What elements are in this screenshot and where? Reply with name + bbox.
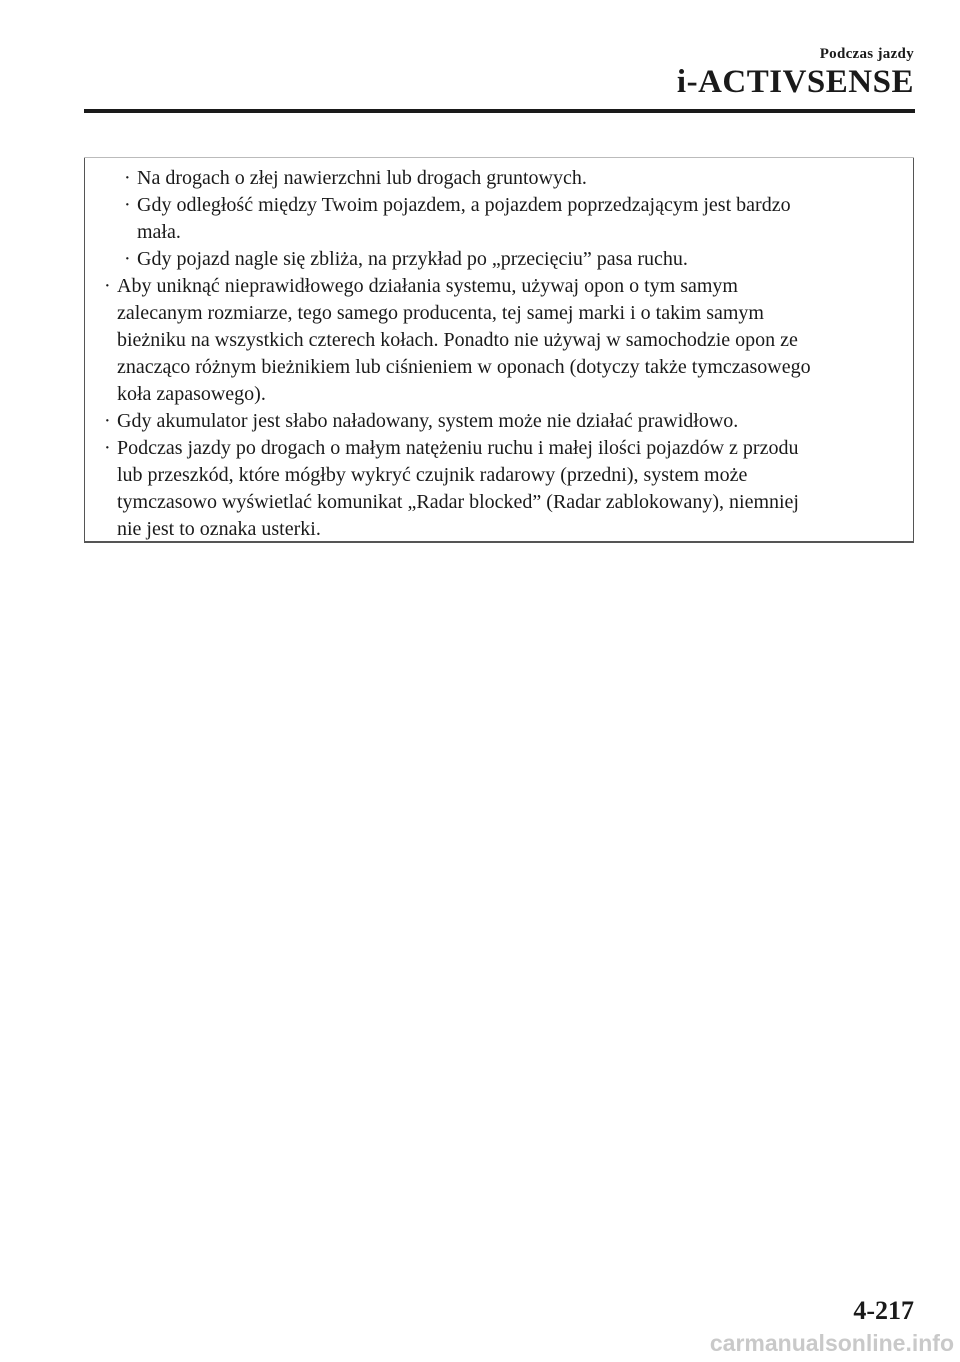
subitem-1-line-1: Na drogach o złej nawierzchni lub drogach gruntowych.: [137, 167, 587, 189]
item-3-line-4: nie jest to oznaka usterki.: [117, 518, 321, 540]
item-1-line-2: zalecanym rozmiarze, tego samego producenta, tej samej marki i o takim samym: [117, 302, 764, 324]
header-divider: [84, 109, 915, 113]
section-heading: Podczas jazdy: [819, 46, 914, 62]
item-2-line-1: Gdy akumulator jest słabo naładowany, system może nie działać prawidłowo.: [117, 410, 739, 432]
item-3-line-2: lub przeszkód, które mógłby wykryć czujnik radarowy (przedni), system może: [117, 464, 748, 486]
page-number: 4-217: [853, 1296, 914, 1325]
chapter-title: i-ACTIVSENSE: [676, 64, 914, 100]
item-1-line-5: koła zapasowego).: [117, 383, 266, 405]
subitem-bullet: ·: [124, 167, 131, 189]
item-1-line-3: bieżniku na wszystkich czterech kołach. Ponadto nie używaj w samochodzie opon ze: [117, 329, 798, 351]
item-bullet: ·: [104, 410, 111, 432]
subitem-2-line-2: mała.: [137, 221, 181, 243]
item-bullet: ·: [104, 275, 111, 297]
subitem-bullet: ·: [124, 248, 131, 270]
item-1-line-1: Aby uniknąć nieprawidłowego działania systemu, używaj opon o tym samym: [117, 275, 738, 297]
item-bullet: ·: [104, 437, 111, 459]
item-3-line-1: Podczas jazdy po drogach o małym natężeniu ruchu i małej ilości pojazdów z przodu: [117, 437, 799, 459]
subitem-bullet: ·: [124, 194, 131, 216]
item-1-line-4: znacząco różnym bieżnikiem lub ciśnieniem w oponach (dotyczy także tymczasowego: [117, 356, 811, 378]
subitem-3-line-1: Gdy pojazd nagle się zbliża, na przykład po „przecięciu” pasa ruchu.: [137, 248, 688, 270]
watermark: carmanualsonline.info: [709, 1330, 954, 1356]
item-3-line-3: tymczasowo wyświetlać komunikat „Radar blocked” (Radar zablokowany), niemniej: [117, 491, 799, 513]
subitem-2-line-1: Gdy odległość między Twoim pojazdem, a pojazdem poprzedzającym jest bardzo: [137, 194, 791, 216]
